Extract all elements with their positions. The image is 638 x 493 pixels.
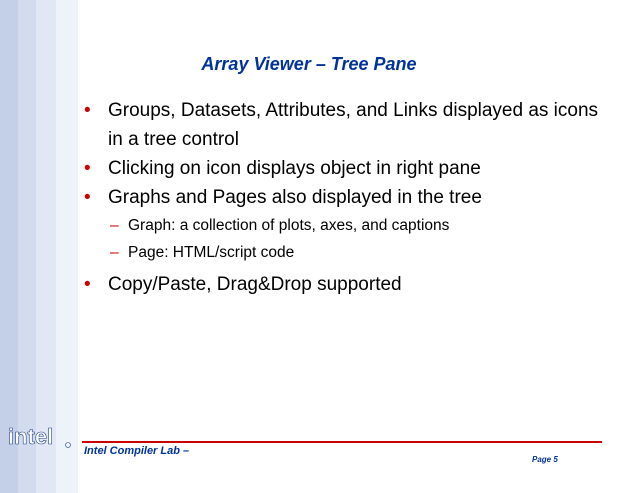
bullet-text: Graphs and Pages also displayed in the tree — [108, 187, 482, 208]
bullet-item — [84, 96, 604, 154]
bullet-text: Clicking on icon displays object in right pane — [108, 158, 481, 179]
sub-bullet-marker: – — [110, 217, 119, 234]
sub-bullet-item — [84, 212, 604, 239]
bullet-marker: • — [84, 100, 91, 121]
bullet-list — [84, 96, 604, 299]
bullet-text: Copy/Paste, Drag&Drop supported — [108, 274, 402, 295]
bullet-item — [84, 154, 604, 183]
bullet-marker: • — [84, 274, 91, 295]
bullet-marker: • — [84, 158, 91, 179]
sub-bullet-text: Graph: a collection of plots, axes, and captions — [128, 217, 450, 234]
slide-title: Array Viewer – Tree Pane — [201, 54, 417, 74]
intel-logo — [2, 414, 78, 458]
footer-rule — [82, 441, 602, 443]
sub-bullet-item — [84, 239, 604, 266]
bullet-item — [84, 270, 604, 299]
footer-lab-label: Intel Compiler Lab – — [84, 445, 190, 457]
sub-bullet-text: Page: HTML/script code — [128, 244, 295, 261]
intel-logo-text: intel — [8, 424, 54, 449]
bullet-item — [84, 183, 604, 212]
page-number: Page 5 — [532, 455, 558, 464]
bullet-marker: • — [84, 187, 91, 208]
sub-bullet-marker: – — [110, 244, 119, 261]
bullet-text: Groups, Datasets, Attributes, and Links displayed as icons in a tree control — [108, 100, 599, 150]
